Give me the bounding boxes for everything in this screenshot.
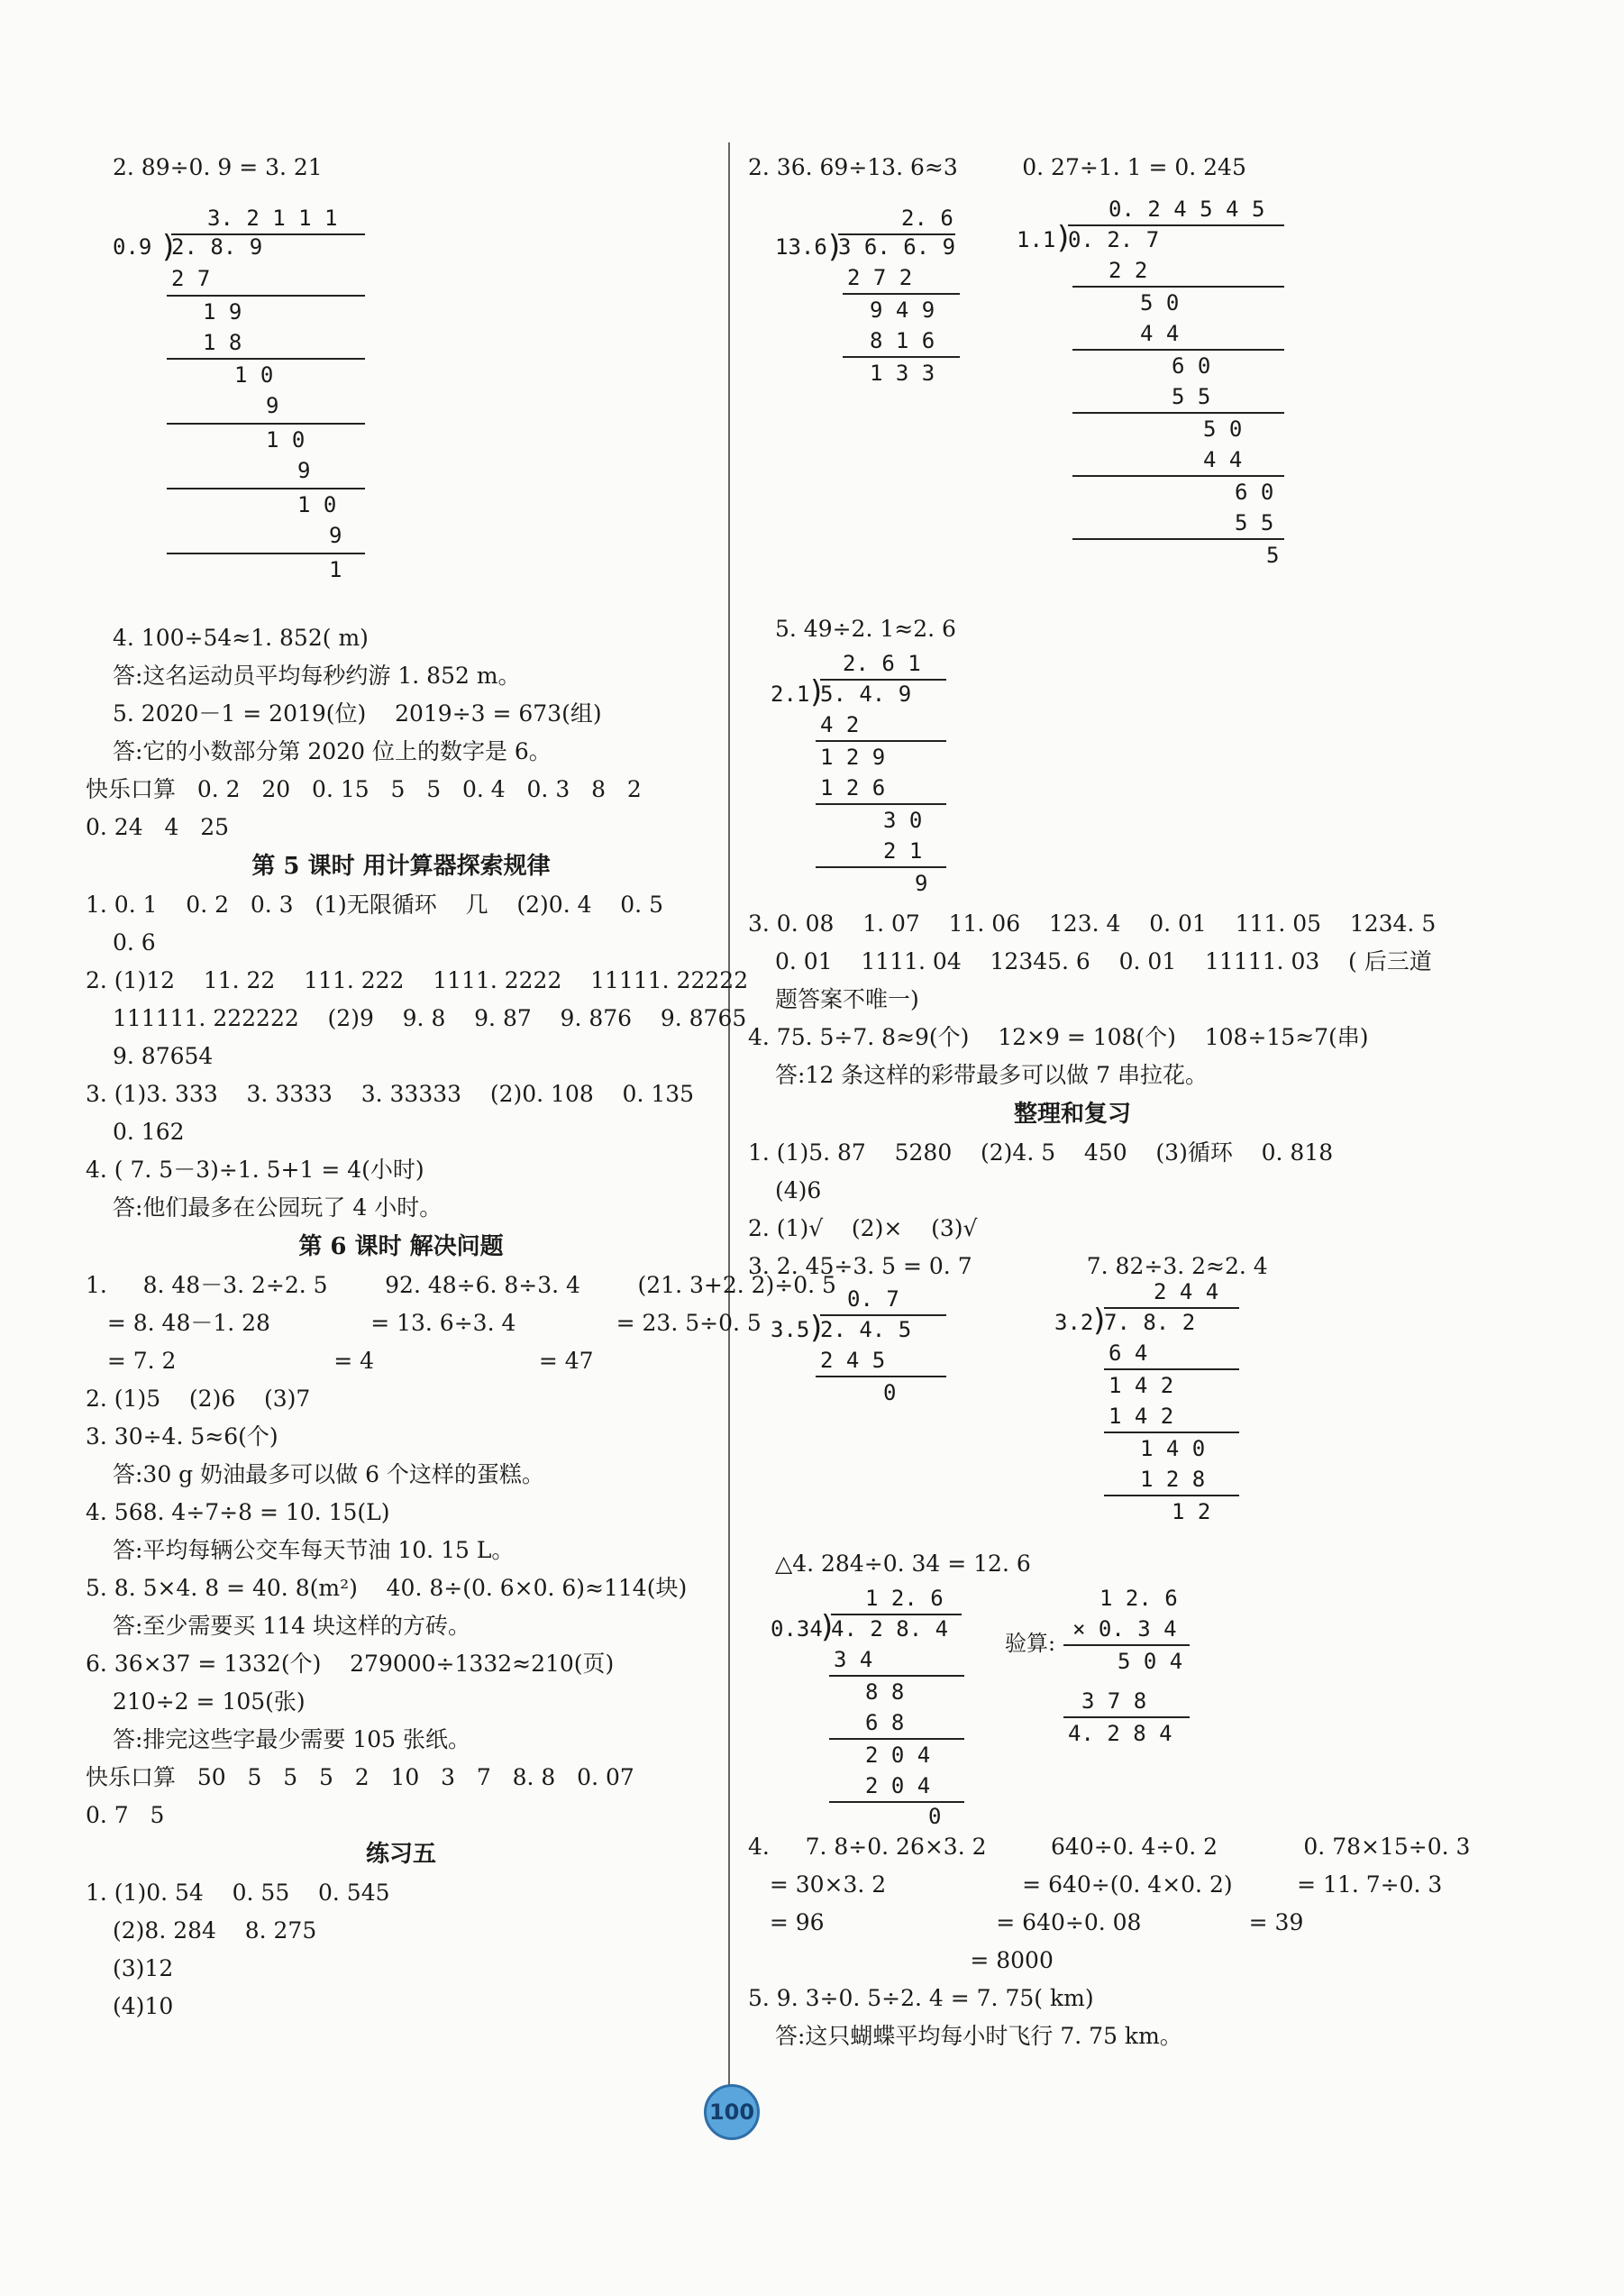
p5-answer: 答:至少需要买 114 块这样的方砖。 [113, 1613, 471, 1639]
p6b: 210÷2 = 105(张) [113, 1688, 306, 1715]
step-row: 5 5 [1172, 384, 1211, 409]
r3a: 3. 0. 08 1. 07 11. 06 123. 4 0. 01 111. 05 1234. 5 [748, 910, 1437, 937]
step-row: 3 0 [883, 808, 923, 833]
check-row: 5 0 4 [1118, 1649, 1183, 1674]
step-row: 4 2 [820, 712, 860, 737]
q4b: = 30×3. 2 = 640÷(0. 4×0. 2) = 11. 7÷0. 3 [748, 1871, 1443, 1898]
s1b: 0. 6 [113, 929, 156, 956]
step-row: 2 0 4 [865, 1773, 931, 1798]
dividend: 2. 4. 5 [820, 1317, 912, 1342]
q4d: = 8000 [748, 1947, 1054, 1973]
p6: 6. 36×37 = 1332(个) 279000÷1332≈210(页) [86, 1651, 615, 1677]
s4-answer: 答:他们最多在公园玩了 4 小时。 [113, 1194, 442, 1221]
q4-line: 4. 100÷54≈1. 852( m) [113, 625, 369, 651]
step-row: 0 [883, 1380, 897, 1405]
step-row: 1 [329, 557, 342, 582]
s3a: 3. (1)3. 333 3. 3333 3. 33333 (2)0. 108 0. 135 [86, 1081, 695, 1107]
step-row: 1 4 0 [1140, 1436, 1206, 1461]
lesson-6-title: 第 6 课时 解决问题 [298, 1233, 504, 1260]
q4a: 4. 7. 8÷0. 26×3. 2 640÷0. 4÷0. 2 0. 78×15÷0. 3 [748, 1834, 1471, 1860]
quick-calc-2a: 快乐口算 50 5 5 5 2 10 3 7 8. 8 0. 07 [86, 1764, 634, 1790]
quotient: 2. 6 [901, 206, 953, 231]
step-row: 9 [329, 523, 342, 548]
step-row: 4 4 [1203, 447, 1243, 472]
r3c: 题答案不唯一) [775, 986, 919, 1012]
step-row: 1 8 [203, 330, 242, 355]
division-block-review: 0. 7 3.5 ) 2. 4. 5 2 4 5 0 2 4 4 3.2 ) 7. 8. 2 6 4 1 4 2 1 4 2 1 4 0 1 2 8 1 2 [748, 1285, 1397, 1527]
quick-calc-1a: 快乐口算 0. 2 20 0. 15 5 5 0. 4 0. 3 8 2 [86, 776, 642, 802]
dividend: 3 6. 6. 9 [838, 234, 956, 260]
lesson-5-title: 第 5 课时 用计算器探索规律 [251, 853, 551, 880]
step-row: 1 0 [266, 427, 306, 453]
p3-answer: 答:30 g 奶油最多可以做 6 个这样的蛋糕。 [113, 1461, 544, 1487]
step-row: 1 2 [1172, 1499, 1211, 1524]
step-row: 0 [928, 1804, 942, 1829]
quotient: 3. 2 1 1 1 [207, 206, 338, 231]
q5-answer: 答:这只蝴蝶平均每小时飞行 7. 75 km。 [775, 2023, 1182, 2049]
step-row: 6 4 [1109, 1340, 1148, 1366]
step-row: 3 4 [834, 1647, 873, 1672]
right-column [748, 149, 1471, 2055]
e1: 1. (1)0. 54 0. 55 0. 545 [86, 1880, 390, 1906]
division-block-top: 2. 6 13.6 ) 3 6. 6. 9 2 7 2 9 4 9 8 1 6 1 3 3 0. 2 4 5 4 5 1.1 ) 0. 2. 7 2 2 5 0 4 4 6 0 5 5 5 0 4 4 6 0 5 5 5 [748, 187, 1397, 610]
step-row: 1 9 [203, 299, 242, 325]
p1c: = 7. 2 = 4 = 47 [86, 1348, 594, 1374]
step-row: 9 [266, 393, 279, 418]
q5-answer: 答:它的小数部分第 2020 位上的数字是 6。 [113, 738, 552, 764]
q5: 5. 9. 3÷0. 5÷2. 4 = 7. 75( km) [748, 1985, 1094, 2011]
dividend: 7. 8. 2 [1104, 1310, 1196, 1335]
z3: 3. 2. 45÷3. 5 = 0. 7 7. 82÷3. 2≈2. 4 [748, 1253, 1268, 1279]
divisor: 0.34 [771, 1616, 823, 1642]
r2-line: 2. 36. 69÷13. 6≈3 0. 27÷1. 1 = 0. 245 [748, 154, 1246, 180]
step-row: 5 5 [1235, 510, 1274, 535]
dividend: 4. 2 8. 4 [831, 1616, 949, 1642]
review-title: 整理和复习 [1013, 1101, 1131, 1128]
quotient: 2 4 4 [1154, 1279, 1219, 1304]
z2: 2. (1)√ (2)× (3)√ [748, 1215, 978, 1241]
step-row: 1 2 9 [820, 745, 886, 770]
step-row: 1 0 [297, 492, 337, 517]
divisor: 2.1 [771, 681, 810, 707]
step-row: 6 0 [1235, 480, 1274, 505]
z1a: 1. (1)5. 87 5280 (2)4. 5 450 (3)循环 0. 818 [748, 1139, 1334, 1166]
step-row: 5 0 [1140, 290, 1180, 316]
check-label: 验算: [1005, 1631, 1056, 1656]
check-row: 4. 2 8 4 [1068, 1721, 1172, 1746]
q4-answer: 答:这名运动员平均每秒约游 1. 852 m。 [113, 663, 521, 689]
column-divider [728, 142, 730, 2099]
step-row: 1 4 2 [1109, 1373, 1174, 1398]
step-row: 9 [297, 458, 311, 483]
r4-answer: 答:12 条这样的彩带最多可以做 7 串拉花。 [775, 1062, 1208, 1088]
r4: 4. 75. 5÷7. 8≈9(个) 12×9 = 108(个) 108÷15≈7(串) [748, 1024, 1369, 1050]
long-division-2-89: 3. 2 1 1 1 0.9 ) 2. 8. 9 2 7 1 9 1 8 1 0 9 1 0 9 1 0 9 1 [86, 187, 716, 619]
divisor: 13.6 [775, 234, 827, 260]
r5-line: 5. 49÷2. 1≈2. 6 [775, 616, 956, 642]
step-row: 2 1 [883, 838, 923, 864]
q5-line: 5. 2020－1 = 2019(位) 2019÷3 = 673(组) [113, 700, 602, 727]
p2: 2. (1)5 (2)6 (3)7 [86, 1386, 311, 1412]
long-division-5-49: 2. 6 1 2.1 ) 5. 4. 9 4 2 1 2 9 1 2 6 3 0 2 1 9 [748, 648, 1397, 905]
e3: (3)12 [113, 1955, 174, 1981]
check-row: 3 7 8 [1081, 1688, 1147, 1714]
check-row: 1 2. 6 [1099, 1586, 1178, 1611]
quotient: 2. 6 1 [843, 651, 921, 676]
check-row: × 0. 3 4 [1072, 1616, 1177, 1642]
step-row: 1 4 2 [1109, 1404, 1174, 1429]
step-row: 1 2 8 [1140, 1467, 1206, 1492]
step-row: 2 7 2 [847, 265, 913, 290]
r3b: 0. 01 1111. 04 12345. 6 0. 01 11111. 03 ( 后三道 [775, 948, 1432, 974]
p1b: = 8. 48－1. 28 = 13. 6÷3. 4 = 23. 5÷0. 5 [86, 1310, 762, 1336]
exercise-5-title: 练习五 [365, 1841, 436, 1868]
s2a: 2. (1)12 11. 22 111. 222 1111. 2222 11111. 22222 [86, 967, 749, 993]
e4: (4)10 [113, 1993, 174, 2019]
q2-line: 2. 89÷0. 9 = 3. 21 [113, 154, 323, 180]
step-row: 2 4 5 [820, 1348, 886, 1373]
step-row: 5 0 [1203, 416, 1243, 442]
p4-answer: 答:平均每辆公交车每天节油 10. 15 L。 [113, 1537, 515, 1563]
step-row: 2 2 [1109, 258, 1148, 283]
p6-answer: 答:排完这些字最少需要 105 张纸。 [113, 1726, 471, 1752]
s4: 4. ( 7. 5－3)÷1. 5+1 = 4(小时) [86, 1157, 424, 1183]
dividend: 2. 8. 9 [171, 234, 263, 260]
quotient: 1 2. 6 [865, 1586, 944, 1611]
step-row: 4 4 [1140, 321, 1180, 346]
step-row: 5 [1266, 543, 1280, 568]
z1b: (4)6 [775, 1177, 822, 1203]
step-row: 1 2 6 [820, 775, 886, 800]
step-row: 1 0 [234, 362, 274, 388]
step-row: 2 0 4 [865, 1743, 931, 1768]
dividend: 0. 2. 7 [1068, 227, 1160, 252]
quotient: 0. 7 [847, 1286, 899, 1312]
step-row: 1 3 3 [870, 361, 935, 386]
quotient: 0. 2 4 5 4 5 [1109, 197, 1265, 222]
quick-calc-2b: 0. 7 5 [86, 1802, 165, 1828]
step-row: 2 7 [171, 266, 211, 291]
divisor: 3.2 [1054, 1310, 1094, 1335]
e2: (2)8. 284 8. 275 [113, 1917, 317, 1944]
step-row: 6 0 [1172, 353, 1211, 379]
page-number: 100 [704, 2084, 760, 2140]
divisor: 1.1 [1017, 227, 1056, 252]
dividend: 5. 4. 9 [820, 681, 912, 707]
s2b: 111111. 222222 (2)9 9. 8 9. 87 9. 876 9. 8765 [113, 1005, 747, 1031]
step-row: 8 1 6 [870, 328, 935, 353]
divisor: 3.5 [771, 1317, 810, 1342]
step-row: 9 4 9 [870, 297, 935, 323]
q4c: = 96 = 640÷0. 08 = 39 [748, 1909, 1304, 1935]
quick-calc-1b: 0. 24 4 25 [86, 814, 230, 840]
p1a: 1. 8. 48－3. 2÷2. 5 92. 48÷6. 8÷3. 4 (21. 3+2. 2)÷0. 5 [86, 1272, 836, 1298]
step-row: 8 8 [865, 1679, 905, 1705]
p3: 3. 30÷4. 5≈6(个) [86, 1423, 278, 1450]
step-row: 9 [915, 871, 928, 896]
s1a: 1. 0. 1 0. 2 0. 3 (1)无限循环 几 (2)0. 4 0. 5 [86, 892, 663, 918]
s3b: 0. 162 [113, 1119, 185, 1145]
triangle-problem: △4. 284÷0. 34 = 12. 6 [775, 1550, 1031, 1577]
p5: 5. 8. 5×4. 8 = 40. 8(m²) 40. 8÷(0. 6×0. 6)≈114(块) [86, 1575, 688, 1601]
p4: 4. 568. 4÷7÷8 = 10. 15(L) [86, 1499, 390, 1525]
step-row: 6 8 [865, 1710, 905, 1735]
s2c: 9. 87654 [113, 1043, 214, 1069]
division-block-4-284: 1 2. 6 0.34 ) 4. 2 8. 4 3 4 8 8 6 8 2 0 4 2 0 4 0 验算: 1 2. 6 × 0. 3 4 5 0 4 3 7 8 4. 2 8 4 [748, 1583, 1397, 1828]
divisor: 0.9 [113, 234, 152, 260]
